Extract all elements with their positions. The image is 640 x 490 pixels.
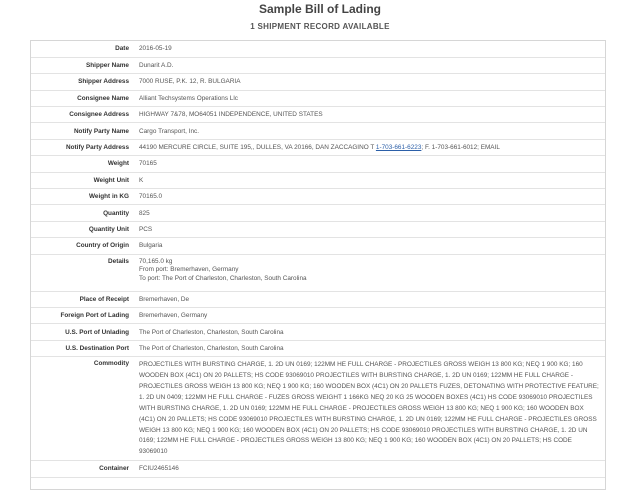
field-label: Foreign Port of Lading	[60, 312, 129, 320]
field-value: Dunarit A.D.	[139, 62, 174, 70]
field-label: Weight in KG	[89, 193, 129, 201]
row-place-of-receipt	[31, 291, 605, 307]
field-value: Alliant Techsystems Operations Llc	[139, 94, 238, 102]
row-details	[31, 254, 605, 291]
field-label: Consignee Name	[77, 94, 129, 102]
row-quantity	[31, 205, 605, 221]
row-notify-party-address	[31, 139, 605, 155]
field-label: Date	[115, 45, 129, 53]
row-shipper-name	[31, 57, 605, 73]
field-value: 70165.0	[139, 193, 163, 201]
field-value: The Port of Charleston, Charleston, South Carolina	[139, 328, 284, 336]
field-value: Bremerhaven, De	[139, 295, 190, 303]
row-weight-kg	[31, 189, 605, 205]
row-date	[31, 41, 605, 57]
field-label: Commodity	[93, 360, 129, 368]
row-commodity	[31, 357, 605, 461]
field-value: 7000 RUSE, P.K. 12, R. BULGARIA	[139, 78, 241, 86]
field-value: Cargo Transport, Inc.	[139, 127, 200, 135]
field-value: PROJECTILES WITH BURSTING CHARGE, 1. 2D UN 0169; 122MM HE FULL CHARGE - PROJECTILES GROSS WEIGH 13 800 KG; NEQ 1 900 KG; 160 WOODEN BOX (4C1) ON 20 PALLETS; HS CODE 93069010 PROJECTILES WITH BURSTING CHARGE, 1. 2D UN 0169; 122MM HE FULL CHARGE - PROJECTILES GROSS WEIGH 13 800 KG; NEQ 1 900 KG; 160 WOODEN BOX (4C1) ON 20 PALLETS FUZES, DETONATING WITH PROTECTIVE FEATURE; 1. 2D UN 0409; 122MM HE FULL CHARGE - FUZES GROSS WEIGHT 1 166KG NEQ 20 KG 25 WOODEN BOXES (4C1) HS CODE 93069010 PROJECTILES WITH BURSTING CHARGE, 1. 2D UN 0169; 122MM HE FULL CHARGE - PROJECTILES GROSS WEIGH 13 800 KG; NEQ 1 900 KG; 160 WOODEN BOX (4C1) ON 20 PALLETS; HS CODE 93069010 PROJECTILES WITH BURSTING CHARGE, 1. 2D UN 0169; 122MM HE FULL CHARGE - PROJECTILES GROSS WEIGH 13 800 KG; NEQ 1 900 KG; 160 WOODEN BOX (4C1) ON 20 PALLETS; HS CODE 93069010 PROJECTILES WITH BURSTING CHARGE, 1. 2D UN 0169; 122MM HE FULL CHARGE - PROJECTILES GROSS WEIGH 13 800 KG; NEQ 1 900 KG; 160 WOODEN BOX (4C1) ON 20 PALLETS; HS CODE 93069010	[139, 361, 599, 456]
field-value: The Port of Charleston, Charleston, South Carolina	[139, 344, 284, 352]
field-label: Consignee Address	[69, 111, 129, 119]
shipment-record	[30, 40, 606, 490]
details-weight: 70,165.0 kg	[139, 257, 173, 265]
row-foreign-port-of-lading	[31, 307, 605, 323]
phone-link[interactable]: 1-703-661-6223	[375, 144, 422, 152]
record-table	[31, 41, 605, 478]
field-label: Quantity Unit	[88, 225, 129, 233]
field-value: K	[139, 176, 144, 184]
field-label: Shipper Name	[86, 62, 129, 70]
row-shipper-address	[31, 74, 605, 90]
details-from-port: From port: Bremerhaven, Germany	[139, 266, 239, 274]
row-consignee-address	[31, 107, 605, 123]
field-value: 825	[139, 209, 150, 217]
field-label: Container	[99, 465, 129, 473]
page-title: Sample Bill of Lading	[258, 2, 381, 16]
address-text-suffix: ; F. 1-703-661-6012; EMAIL	[421, 144, 500, 152]
field-value: 2016-05-19	[139, 45, 172, 53]
field-label: Notify Party Address	[66, 144, 129, 152]
address-text: 44190 MERCURE CIRCLE, SUITE 195,, DULLES, VA 20166, DAN ZACCAGINO T	[139, 144, 376, 152]
field-value: FCIU2465146	[139, 465, 179, 473]
field-label: Weight Unit	[93, 176, 129, 184]
field-value	[135, 139, 605, 155]
row-weight	[31, 156, 605, 172]
field-value: HIGHWAY 7&78, MO64051 INDEPENDENCE, UNITED STATES	[139, 111, 323, 119]
details-to-port: To port: The Port of Charleston, Charleston, South Carolina	[139, 275, 307, 283]
field-label: Details	[108, 257, 129, 265]
field-label: Notify Party Name	[73, 127, 129, 135]
field-value: 70165	[139, 160, 157, 168]
field-label: Country of Origin	[76, 242, 129, 250]
row-country-of-origin	[31, 238, 605, 254]
field-label: Weight	[107, 160, 129, 168]
row-quantity-unit	[31, 221, 605, 237]
field-label: Quantity	[103, 209, 129, 217]
field-value: Bremerhaven, Germany	[139, 312, 208, 320]
row-us-port-of-unlading	[31, 324, 605, 340]
row-notify-party-name	[31, 123, 605, 139]
field-label: U.S. Port of Unlading	[65, 328, 129, 336]
field-label: U.S. Destination Port	[65, 344, 129, 352]
row-consignee-name	[31, 90, 605, 106]
row-weight-unit	[31, 172, 605, 188]
field-value: PCS	[139, 225, 153, 233]
field-value	[135, 254, 605, 291]
field-label: Place of Receipt	[79, 295, 129, 303]
field-label: Shipper Address	[78, 78, 129, 86]
row-container	[31, 461, 605, 477]
row-us-destination-port	[31, 340, 605, 356]
field-value: Bulgaria	[139, 242, 163, 250]
record-count: 1 SHIPMENT RECORD AVAILABLE	[250, 22, 390, 31]
